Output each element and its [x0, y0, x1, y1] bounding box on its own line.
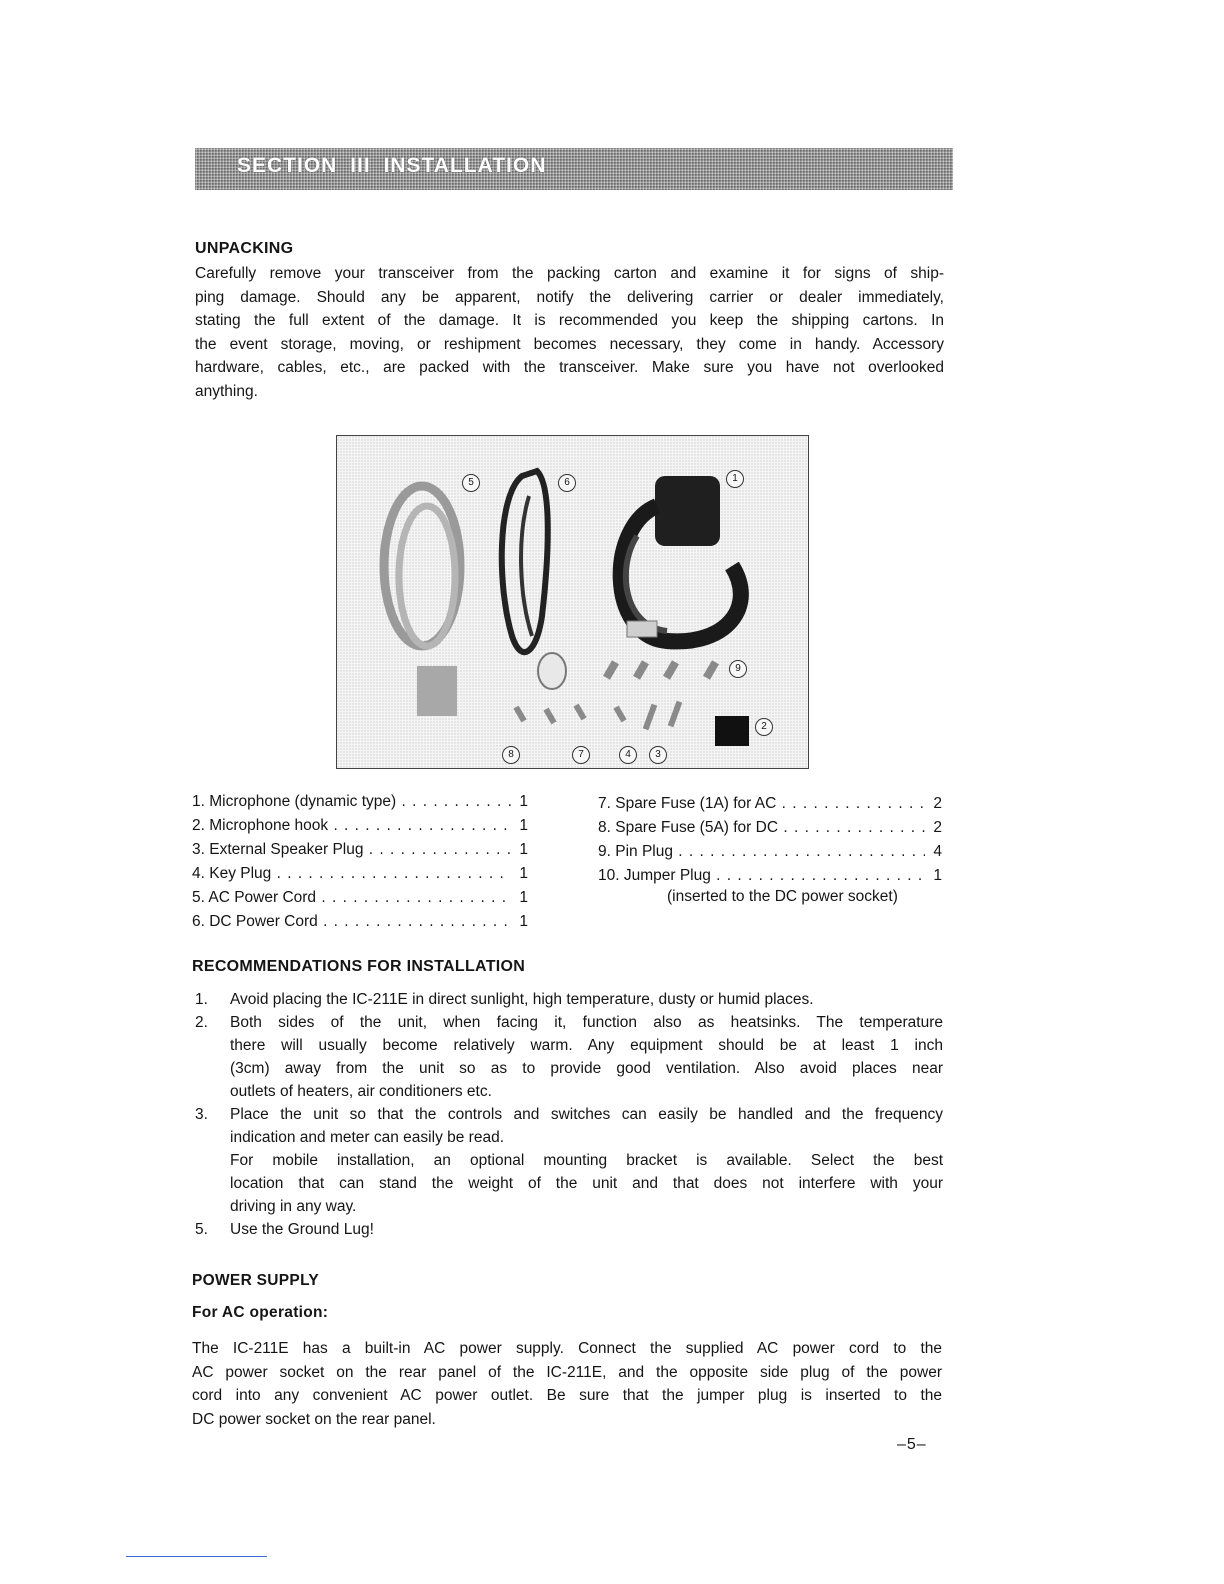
callout-3: 3: [649, 746, 667, 764]
recommendation-line: location that can stand the weight of the unit and that does not interfere with your: [230, 1175, 943, 1192]
accessory-item: [192, 838, 528, 862]
recommendation-line: outlets of heaters, air conditioners etc.: [230, 1083, 492, 1100]
text-line: DC power socket on the rear panel.: [192, 1410, 436, 1428]
recommendation-number: 2.: [195, 1014, 208, 1031]
accessory-list-left: [192, 790, 528, 934]
callout-2: 2: [755, 718, 773, 736]
recommendation-line: (3cm) away from the unit so as to provide good ventilation. Also avoid places near: [230, 1060, 943, 1077]
callout-9: 9: [729, 660, 747, 678]
text-line: hardware, cables, etc., are packed with the transceiver. Make sure you have not overlooked: [195, 359, 944, 377]
power-supply-heading: POWER SUPPLY: [192, 1272, 320, 1289]
recommendation-line: For mobile installation, an optional mounting bracket is available. Select the best: [230, 1152, 943, 1169]
text-line: anything.: [195, 382, 258, 400]
recommendation-line: Place the unit so that the controls and switches can easily be handled and the frequency: [230, 1106, 943, 1123]
recommendations-list: [195, 988, 943, 1241]
unpacking-heading: UNPACKING: [195, 240, 294, 257]
accessory-label: 3. External Speaker Plug . . .: [192, 838, 511, 862]
accessory-item: [192, 790, 528, 814]
accessory-item: [598, 816, 942, 840]
accessory-label: 7. Spare Fuse (1A) for AC . . .: [598, 792, 925, 816]
accessory-label: 5. AC Power Cord . . .: [192, 886, 511, 910]
accessory-quantity: 1: [519, 889, 528, 906]
accessory-item: [192, 862, 528, 886]
recommendation-item: [195, 1218, 943, 1241]
section-banner: [195, 148, 953, 190]
recommendation-number: 1.: [195, 991, 208, 1008]
callout-1: 1: [726, 470, 744, 488]
accessory-quantity: 1: [519, 841, 528, 858]
recommendation-item: [195, 1011, 943, 1103]
accessory-label: 9. Pin Plug . . .: [598, 840, 925, 864]
recommendation-item: [195, 988, 943, 1011]
recommendation-line: indication and meter can easily be read.: [230, 1129, 504, 1146]
accessory-label: 10. Jumper Plug . . .: [598, 864, 925, 888]
text-line: AC power socket on the rear panel of the IC-211E, and the opposite side plug of the power: [192, 1363, 942, 1381]
recommendations-heading: RECOMMENDATIONS FOR INSTALLATION: [192, 958, 526, 975]
callout-6: 6: [558, 474, 576, 492]
accessory-quantity: 4: [933, 843, 942, 860]
accessory-item: [192, 814, 528, 838]
ac-operation-subheading: For AC operation:: [192, 1304, 329, 1321]
text-line: Carefully remove your transceiver from the packing carton and examine it for signs of ship-: [195, 265, 944, 282]
callout-8: 8: [502, 746, 520, 764]
recommendation-line: Avoid placing the IC-211E in direct sunlight, high temperature, dusty or humid places.: [230, 991, 814, 1008]
accessory-quantity: 1: [519, 913, 528, 930]
accessory-label: 2. Microphone hook . . .: [192, 814, 511, 838]
jumper-plug-note: (inserted to the DC power socket): [667, 888, 898, 905]
recommendation-line: Both sides of the unit, when facing it, function also as heatsinks. The temperature: [230, 1014, 943, 1031]
page-number: –5–: [897, 1436, 927, 1453]
callout-5: 5: [462, 474, 480, 492]
accessory-quantity: 2: [933, 795, 942, 812]
accessory-label: 6. DC Power Cord . . .: [192, 910, 511, 934]
accessory-quantity: 1: [933, 867, 942, 884]
accessory-label: 1. Microphone (dynamic type) . . .: [192, 790, 511, 814]
accessory-list-right: [598, 792, 942, 888]
accessory-quantity: 1: [519, 817, 528, 834]
accessory-item: [192, 886, 528, 910]
footer-rule: [126, 1556, 267, 1557]
accessory-quantity: 1: [519, 865, 528, 882]
unpacking-paragraph: [195, 262, 944, 404]
text-line: stating the full extent of the damage. It is recommended you keep the shipping cartons. In: [195, 312, 944, 330]
callout-7: 7: [572, 746, 590, 764]
recommendation-item: [195, 1103, 943, 1218]
accessory-quantity: 2: [933, 819, 942, 836]
recommendation-line: Use the Ground Lug!: [230, 1221, 374, 1238]
section-title: SECTION III INSTALLATION: [237, 154, 547, 177]
accessory-item: [598, 864, 942, 888]
accessory-label: 8. Spare Fuse (5A) for DC . . .: [598, 816, 925, 840]
text-line: ping damage. Should any be apparent, notify the delivering carrier or dealer immediately,: [195, 288, 944, 306]
accessory-item: [598, 792, 942, 816]
power-supply-paragraph: [192, 1337, 942, 1431]
recommendation-line: there will usually become relatively warm. Any equipment should be at least 1 inch: [230, 1037, 943, 1054]
text-line: cord into any convenient AC power outlet. Be sure that the jumper plug is inserted to the: [192, 1387, 942, 1405]
accessories-photo: [336, 435, 809, 769]
recommendation-number: 5.: [195, 1221, 208, 1238]
accessory-item: [598, 840, 942, 864]
recommendation-number: 3.: [195, 1106, 208, 1123]
accessory-item: [192, 910, 528, 934]
accessory-label: 4. Key Plug . . .: [192, 862, 511, 886]
text-line: the event storage, moving, or reshipment becomes necessary, they come in handy. Accessory: [195, 335, 944, 353]
accessory-quantity: 1: [519, 793, 528, 810]
recommendation-line: driving in any way.: [230, 1198, 357, 1215]
text-line: The IC-211E has a built-in AC power supply. Connect the supplied AC power cord to the: [192, 1340, 942, 1357]
callout-4: 4: [619, 746, 637, 764]
